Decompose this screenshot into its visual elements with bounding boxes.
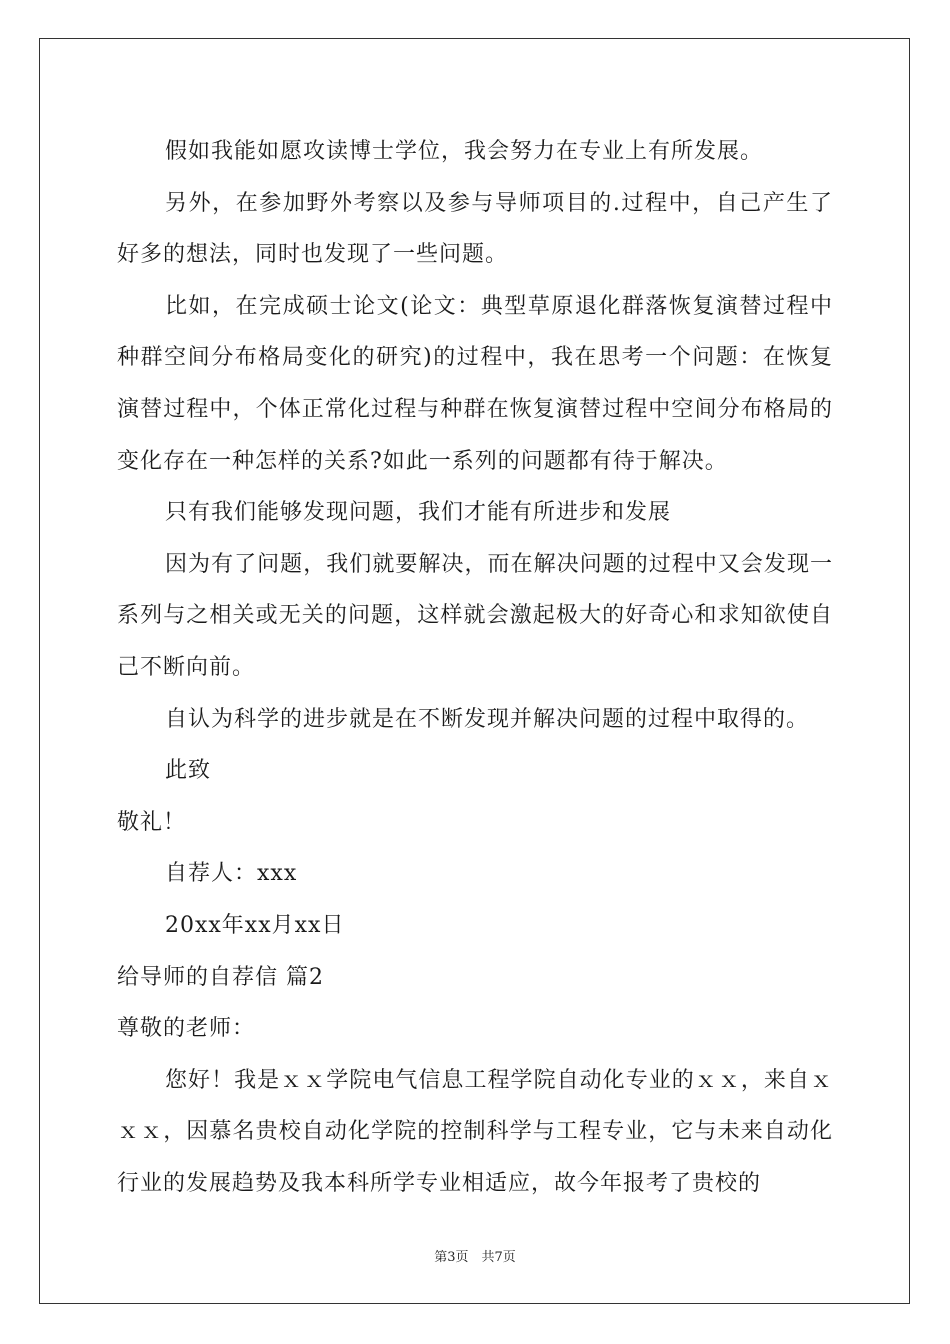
document-body <box>117 126 833 1209</box>
greeting: 尊敬的老师： <box>117 1016 256 1042</box>
paragraph: 另外，在参加野外考察以及参与导师项目的.过程中，自己产生了好多的想法，同时也发现了一些问题。 <box>117 190 833 268</box>
paragraph: 比如，在完成硕士论文(论文：典型草原退化群落恢复演替过程中种群空间分布格局变化的研究)的过程中，我在思考一个问题：在恢复演替过程中，个体正常化过程与种群在恢复演替过程中空间分布格局的变化存在一种怎样的关系?如此一系列的问题都有待于解决。 <box>117 293 833 474</box>
page-number: 第3页 共7页 <box>434 1250 516 1265</box>
paragraph: 因为有了问题，我们就要解决，而在解决问题的过程中又会发现一系列与之相关或无关的问题，这样就会激起极大的好奇心和求知欲使自己不断向前。 <box>117 551 833 680</box>
date-line: 20xx年xx月xx日 <box>165 912 345 938</box>
signature-line: 自荐人：xxx <box>165 861 298 887</box>
closing-salutation: 此致 <box>165 758 212 784</box>
closing-regards: 敬礼！ <box>117 809 187 835</box>
paragraph: 自认为科学的进步就是在不断发现并解决问题的过程中取得的。 <box>165 706 810 732</box>
paragraph: 您好！我是ｘｘ学院电气信息工程学院自动化专业的ｘｘ，来自ｘｘｘ，因慕名贵校自动化学院的控制科学与工程专业，它与未来自动化行业的发展趋势及我本科所学专业相适应，故今年报考了贵校的 <box>117 1067 833 1196</box>
paragraph: 只有我们能够发现问题，我们才能有所进步和发展 <box>165 500 672 526</box>
paragraph: 假如我能如愿攻读博士学位，我会努力在专业上有所发展。 <box>165 139 764 164</box>
section-heading: 给导师的自荐信 篇2 <box>117 964 324 990</box>
